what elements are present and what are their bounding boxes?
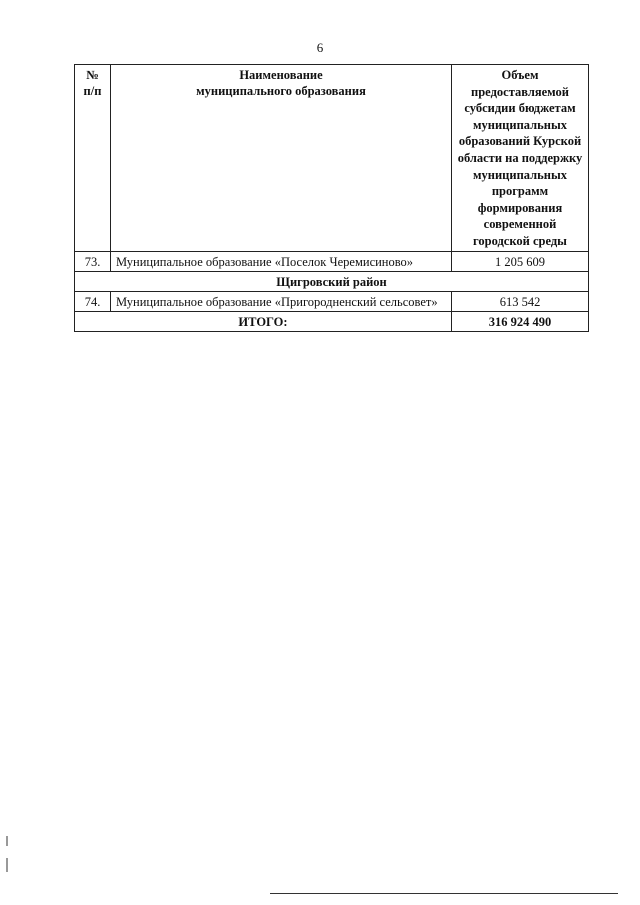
- total-label: ИТОГО:: [75, 311, 452, 331]
- header-num-text: № п/п: [83, 68, 102, 98]
- row-num: 74.: [75, 291, 111, 311]
- header-name-text: Наименование муниципального образования: [196, 68, 366, 98]
- scan-artifact: [6, 836, 8, 846]
- subsidy-table: [74, 64, 589, 332]
- header-name: [111, 65, 452, 252]
- header-amount-text: Объем предоставляемой субсидии бюджетам муниципальных образований Курской области на поддержку муниципальных программ формирования современной городской среды: [457, 68, 583, 248]
- header-num: [75, 65, 111, 252]
- table-header-row: [75, 65, 589, 252]
- footer-rule: [270, 893, 618, 894]
- row-num: 73.: [75, 251, 111, 271]
- scan-artifact: [6, 858, 8, 872]
- table-row: [75, 291, 589, 311]
- page-number: 6: [316, 40, 324, 55]
- total-amount: 316 924 490: [452, 311, 589, 331]
- table-row: [75, 251, 589, 271]
- row-amount: 1 205 609: [452, 251, 589, 271]
- header-amount: [452, 65, 589, 252]
- row-amount: 613 542: [452, 291, 589, 311]
- section-title: Щигровский район: [75, 271, 589, 291]
- row-name: Муниципальное образование «Поселок Черемисиново»: [111, 251, 452, 271]
- row-name: Муниципальное образование «Пригородненский сельсовет»: [111, 291, 452, 311]
- total-row: [75, 311, 589, 331]
- section-row: [75, 271, 589, 291]
